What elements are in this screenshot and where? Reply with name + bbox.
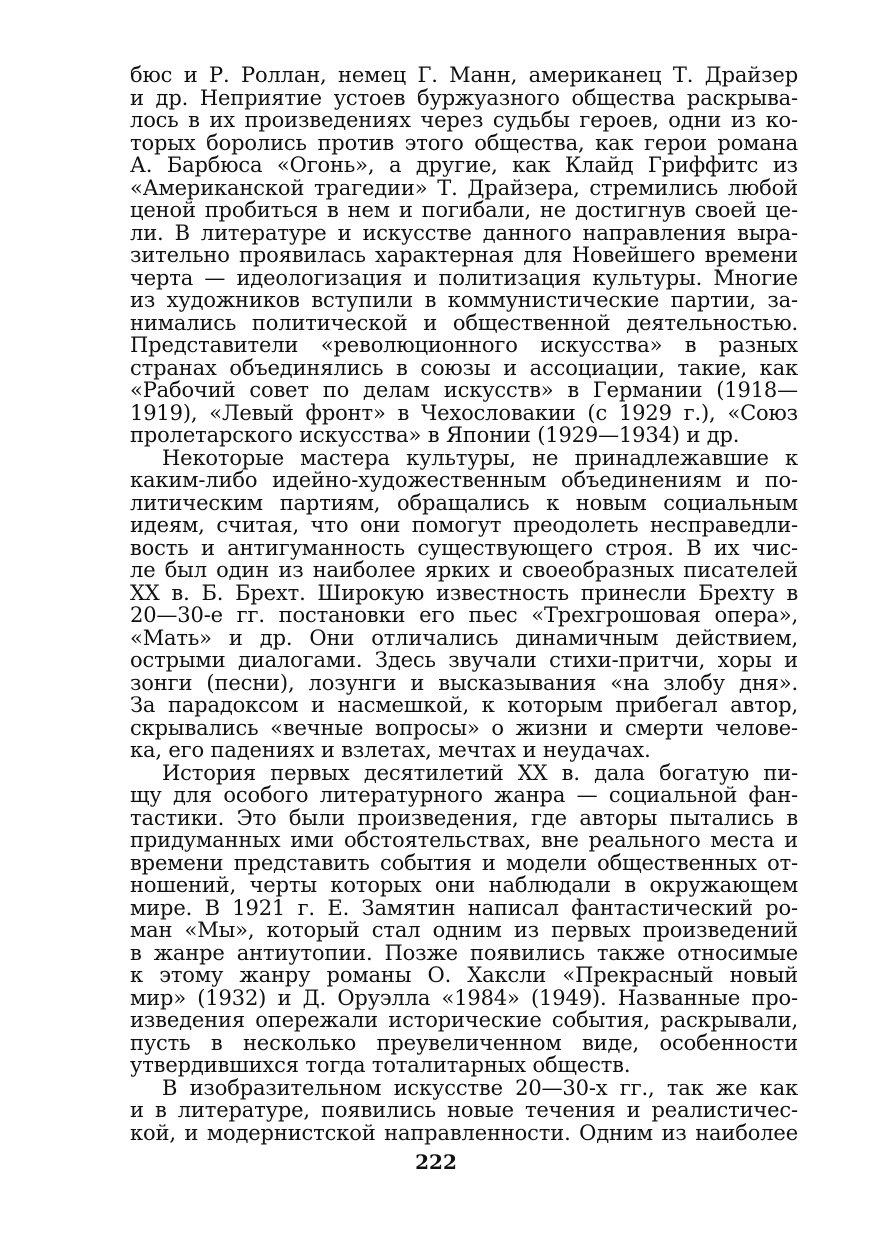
text-line: странах объединялись в союзы и ассоциации, такие, как	[130, 355, 798, 380]
text-line: мире. В 1921 г. Е. Замятин написал фантастический ро-	[130, 895, 798, 920]
text-line: скрывались «вечные вопросы» о жизни и смерти челове-	[130, 715, 798, 740]
text-line: ли. В литературе и искусстве данного направления выра-	[130, 220, 798, 245]
text-line: придуманных ими обстоятельствах, вне реального места и	[130, 828, 798, 852]
text-line: нимались политической и общественной деятельностью.	[130, 310, 798, 335]
text-line: идеям, считая, что они помогут преодолеть несправедли-	[130, 513, 798, 537]
text-line: 1919), «Левый фронт» в Чехословакии (с 1929 г.), «Союз	[130, 400, 798, 425]
text-line: 20—30-е гг. постановки его пьес «Трехгрошовая опера»,	[130, 603, 798, 627]
text-line: пусть в несколько преувеличенном виде, особенности	[130, 1030, 798, 1055]
text-line: Некоторые мастера культуры, не принадлежавшие к	[162, 445, 798, 470]
text-line: ка, его падениях и взлетах, мечтах и неудачах.	[130, 738, 651, 762]
text-line: зонги (песни), лозунги и высказывания «на злобу дня».	[130, 670, 798, 695]
text-line: «Рабочий совет по делам искусств» в Германии (1918—	[130, 378, 798, 402]
text-line: тастики. Это были произведения, где авторы пытались в	[130, 805, 798, 830]
paragraph-3	[130, 762, 798, 1077]
text-line: литическим партиям, обращались к новым социальным	[130, 490, 798, 515]
text-line: ман «Мы», который стал одним из первых произведений	[130, 918, 798, 942]
text-line: ношений, черты которых они наблюдали в окружающем	[130, 873, 798, 897]
text-line: вость и антигуманность существующего строя. В их чис-	[130, 535, 798, 560]
page-body	[130, 64, 798, 1144]
text-line: зительно проявилась характерная для Новейшего времени	[130, 243, 798, 267]
page-number: 222	[415, 1150, 457, 1174]
text-line: торых боролись против этого общества, как герои романа	[130, 130, 798, 155]
text-line: бюс и Р. Роллан, немец Г. Манн, американец Т. Драйзер	[130, 63, 798, 87]
text-line: В изобразительном искусстве 20—30-х гг., так же как	[162, 1075, 798, 1100]
text-line: История первых десятилетий XX в. дала богатую пи-	[162, 760, 798, 785]
text-line: мир» (1932) и Д. Оруэлла «1984» (1949). Названные про-	[130, 985, 798, 1010]
text-line: ле был один из наиболее ярких и своеобразных писателей	[130, 558, 798, 582]
text-line: «Мать» и др. Они отличались динамичным действием,	[130, 625, 798, 650]
text-line: ценой пробиться в нем и погибали, не достигнув своей це-	[130, 198, 798, 222]
text-line: к этому жанру романы О. Хаксли «Прекрасный новый	[130, 963, 798, 987]
text-line: черта — идеологизация и политизация культуры. Многие	[130, 265, 798, 290]
text-line: щу для особого литературного жанра — социальной фан-	[130, 783, 798, 807]
text-line: лось в их произведениях через судьбы героев, одни из ко-	[130, 108, 798, 132]
text-line: времени представить события и модели общественных от-	[130, 850, 798, 875]
text-line: из художников вступили в коммунистические партии, за-	[130, 288, 798, 312]
text-line: и др. Неприятие устоев буржуазного общества раскрыва-	[130, 85, 798, 110]
paragraph-4	[130, 1077, 798, 1145]
text-line: XX в. Б. Брехт. Широкую известность принесли Брехту в	[130, 580, 798, 605]
text-line: изведения опережали исторические события, раскрывали,	[130, 1008, 798, 1032]
text-line: кой, и модернистской направленности. Одним из наиболее	[130, 1120, 798, 1145]
text-line: в жанре антиутопии. Позже появились также относимые	[130, 940, 798, 965]
text-line: За парадоксом и насмешкой, к которым прибегал автор,	[130, 693, 798, 717]
text-line: и в литературе, появились новые течения и реалистичес-	[130, 1098, 798, 1122]
text-line: острыми диалогами. Здесь звучали стихи-притчи, хоры и	[130, 648, 798, 672]
paragraph-1	[130, 64, 798, 447]
text-line: «Американской трагедии» Т. Драйзера, стремились любой	[130, 175, 798, 200]
text-line: А. Барбюса «Огонь», а другие, как Клайд Гриффитс из	[130, 153, 798, 177]
paragraph-2	[130, 447, 798, 762]
text-line: Представители «революционного искусства» в разных	[130, 333, 798, 357]
text-line: пролетарского искусства» в Японии (1929—1934) и др.	[130, 423, 740, 447]
text-line: каким-либо идейно-художественным объединениям и по-	[130, 468, 798, 492]
text-line: утвердившихся тогда тоталитарных обществ.	[130, 1053, 631, 1077]
